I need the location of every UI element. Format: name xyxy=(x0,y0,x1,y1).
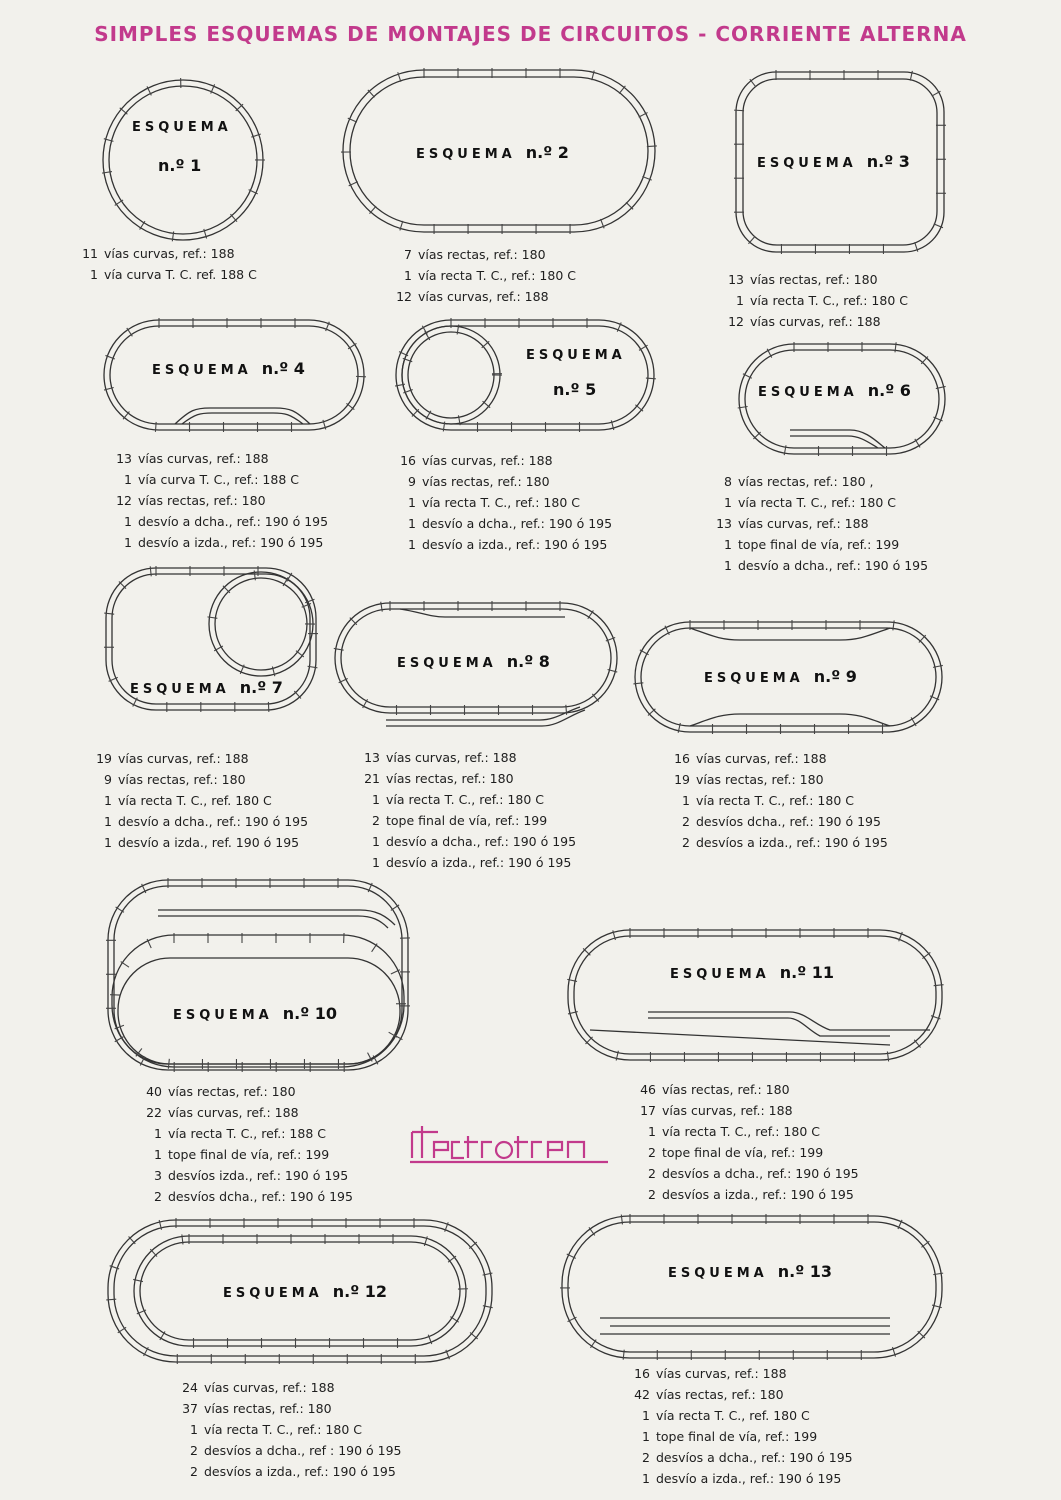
part-item xyxy=(670,790,888,811)
track-tie xyxy=(914,1040,920,1048)
part-desc: vía recta T. C., ref.: 180 C xyxy=(418,268,576,283)
part-qty: 1 xyxy=(104,814,112,829)
part-qty: 2 xyxy=(648,1145,656,1160)
part-desc: desvíos izda., ref.: 190 ó 195 xyxy=(168,1168,349,1183)
part-qty: 2 xyxy=(682,835,690,850)
track-tie xyxy=(350,618,357,625)
part-qty: 1 xyxy=(724,558,732,573)
part-item xyxy=(112,469,328,490)
part-qty: 1 xyxy=(90,267,98,282)
part-desc: vías rectas, ref.: 180 xyxy=(386,771,514,786)
part-item xyxy=(630,1426,853,1447)
part-desc: vías rectas, ref.: 180 xyxy=(418,247,546,262)
part-item xyxy=(670,769,888,790)
track-tie xyxy=(566,705,567,715)
scheme-6-label: ESQUEMA n.º 6 xyxy=(758,381,911,400)
track-tie xyxy=(368,90,375,97)
part-desc: desvíos dcha., ref.: 190 ó 195 xyxy=(696,814,881,829)
part-qty: 1 xyxy=(408,516,416,531)
track-tie xyxy=(412,409,419,416)
part-qty: 7 xyxy=(404,247,412,262)
scheme-4-parts xyxy=(112,448,328,553)
track-tie xyxy=(922,952,930,958)
scheme-1-label-num: n.º 1 xyxy=(158,156,202,175)
track-tie xyxy=(918,1331,925,1338)
scheme-13-label: ESQUEMA n.º 13 xyxy=(668,1262,833,1281)
part-desc: vías curvas, ref.: 188 xyxy=(104,246,235,261)
part-item xyxy=(78,243,257,264)
part-desc: vía recta T. C., ref.: 180 C xyxy=(662,1124,820,1139)
part-qty: 1 xyxy=(372,792,380,807)
part-qty: 12 xyxy=(728,314,744,329)
track-tie xyxy=(483,401,491,407)
part-item xyxy=(178,1419,402,1440)
part-qty: 12 xyxy=(116,493,132,508)
part-qty: 1 xyxy=(724,495,732,510)
scheme-5-label-num: n.º 5 xyxy=(553,380,597,399)
part-item xyxy=(636,1163,859,1184)
part-item xyxy=(670,748,888,769)
part-desc: desvío a dcha., ref.: 190 ó 195 xyxy=(738,558,929,573)
part-item xyxy=(112,448,328,469)
part-qty: 22 xyxy=(146,1105,162,1120)
part-qty: 12 xyxy=(396,289,412,304)
track-tie xyxy=(236,104,243,111)
part-desc: desvío a dcha., ref.: 190 ó 195 xyxy=(138,514,329,529)
part-item xyxy=(142,1123,353,1144)
track-tie xyxy=(647,146,657,147)
part-desc: vías rectas, ref.: 180 , xyxy=(738,474,874,489)
part-desc: vía curva T. C., ref.: 188 C xyxy=(138,472,299,487)
part-qty: 9 xyxy=(104,772,112,787)
part-item xyxy=(392,265,576,286)
part-desc: vías rectas, ref.: 180 xyxy=(118,772,246,787)
part-desc: vía recta T. C., ref.: 180 C xyxy=(422,495,580,510)
part-item xyxy=(396,471,612,492)
part-qty: 1 xyxy=(648,1124,656,1139)
part-desc: vías curvas, ref.: 188 xyxy=(386,750,517,765)
part-item xyxy=(92,790,308,811)
part-item xyxy=(630,1384,853,1405)
scheme-7-parts xyxy=(92,748,308,853)
track-tie xyxy=(106,1299,116,1300)
part-desc: desvío a dcha., ref.: 190 ó 195 xyxy=(386,834,577,849)
part-desc: vías curvas, ref.: 188 xyxy=(696,751,827,766)
part-desc: vía recta T. C., ref. 180 C xyxy=(118,793,272,808)
part-qty: 1 xyxy=(104,793,112,808)
part-qty: 1 xyxy=(642,1471,650,1486)
part-desc: desvío a dcha., ref.: 190 ó 195 xyxy=(422,516,613,531)
track-tie xyxy=(921,356,928,363)
scheme-2-label: ESQUEMA n.º 2 xyxy=(416,143,569,162)
part-desc: tope final de vía, ref.: 199 xyxy=(662,1145,824,1160)
part-qty: 2 xyxy=(642,1450,650,1465)
part-desc: vías rectas, ref.: 180 xyxy=(696,772,824,787)
part-desc: vías curvas, ref.: 188 xyxy=(738,516,869,531)
part-item xyxy=(92,811,308,832)
part-qty: 13 xyxy=(116,451,132,466)
part-desc: desvíos dcha., ref.: 190 ó 195 xyxy=(168,1189,353,1204)
part-item xyxy=(360,747,576,768)
scheme-2-parts xyxy=(392,244,576,307)
part-desc: vías curvas, ref.: 188 xyxy=(656,1366,787,1381)
part-qty: 1 xyxy=(124,472,132,487)
part-desc: desvío a izda., ref.: 190 ó 195 xyxy=(138,535,324,550)
track-tie xyxy=(469,1242,477,1249)
part-qty: 2 xyxy=(372,813,380,828)
part-desc: tope final de vía, ref.: 199 xyxy=(386,813,548,828)
track-tie xyxy=(635,405,643,411)
part-qty: 37 xyxy=(182,1401,198,1416)
part-item xyxy=(712,513,928,534)
track-tie xyxy=(589,1227,595,1235)
part-desc: vías curvas, ref.: 188 xyxy=(204,1380,335,1395)
part-item xyxy=(142,1144,353,1165)
track-tie xyxy=(586,1037,593,1044)
part-item xyxy=(92,748,308,769)
part-item xyxy=(670,811,888,832)
part-desc: vías rectas, ref.: 180 xyxy=(422,474,550,489)
track-tie xyxy=(482,341,490,348)
scheme-3-parts xyxy=(724,269,908,332)
part-qty: 2 xyxy=(648,1166,656,1181)
part-qty: 1 xyxy=(724,537,732,552)
track-tie xyxy=(121,962,129,968)
part-qty: 42 xyxy=(634,1387,650,1402)
scheme-3-label: ESQUEMA n.º 3 xyxy=(757,152,910,171)
scheme-5-parts xyxy=(396,450,612,555)
scheme-11-label: ESQUEMA n.º 11 xyxy=(670,963,835,982)
part-item xyxy=(396,492,612,513)
track-tie xyxy=(372,944,378,952)
part-desc: vías curvas, ref.: 188 xyxy=(168,1105,299,1120)
track-tie xyxy=(619,86,625,94)
part-item xyxy=(142,1165,353,1186)
part-desc: vía recta T. C., ref. 180 C xyxy=(656,1408,810,1423)
part-qty: 3 xyxy=(154,1168,162,1183)
part-desc: vías rectas, ref.: 180 xyxy=(750,272,878,287)
scheme-13-parts xyxy=(630,1363,853,1489)
part-desc: vías curvas, ref.: 188 xyxy=(118,751,249,766)
part-qty: 1 xyxy=(736,293,744,308)
scheme-10-label: ESQUEMA n.º 10 xyxy=(173,1004,338,1023)
part-desc: vías rectas, ref.: 180 xyxy=(656,1387,784,1402)
part-item xyxy=(112,511,328,532)
part-item xyxy=(360,831,576,852)
part-desc: vía recta T. C., ref.: 180 C xyxy=(696,793,854,808)
track-tie xyxy=(748,236,755,243)
part-desc: desvío a izda., ref.: 190 ó 195 xyxy=(422,537,608,552)
scheme-7-label: ESQUEMA n.º 7 xyxy=(130,678,283,697)
track-tie xyxy=(155,422,156,432)
part-item xyxy=(636,1184,859,1205)
part-desc: vía curva T. C. ref. 188 C xyxy=(104,267,257,282)
part-desc: desvío a izda., ref.: 190 ó 195 xyxy=(656,1471,842,1486)
part-qty: 2 xyxy=(190,1443,198,1458)
part-qty: 2 xyxy=(682,814,690,829)
part-qty: 1 xyxy=(408,537,416,552)
part-item xyxy=(78,264,257,285)
part-item xyxy=(712,555,928,576)
scheme-9-label: ESQUEMA n.º 9 xyxy=(704,667,857,686)
part-item xyxy=(396,513,612,534)
part-desc: vías rectas, ref.: 180 xyxy=(168,1084,296,1099)
part-item xyxy=(724,290,908,311)
part-qty: 16 xyxy=(674,751,690,766)
part-desc: desvío a izda., ref.: 190 ó 195 xyxy=(386,855,572,870)
part-desc: desvíos a dcha., ref.: 190 ó 195 xyxy=(656,1450,853,1465)
part-item xyxy=(712,492,928,513)
page-title: SIMPLES ESQUEMAS DE MONTAJES DE CIRCUITOS - CORRIENTE ALTERNA xyxy=(94,22,967,46)
part-qty: 11 xyxy=(82,246,98,261)
scheme-11-parts xyxy=(636,1079,859,1205)
part-item xyxy=(636,1100,859,1121)
track-tie xyxy=(734,110,744,111)
part-qty: 1 xyxy=(408,495,416,510)
track-scheme-10 xyxy=(108,880,408,1070)
part-item xyxy=(636,1079,859,1100)
part-qty: 1 xyxy=(404,268,412,283)
part-desc: vías curvas, ref.: 188 xyxy=(750,314,881,329)
part-desc: vías curvas, ref.: 188 xyxy=(138,451,269,466)
part-desc: tope final de vía, ref.: 199 xyxy=(738,537,900,552)
part-desc: desvío a dcha., ref.: 190 ó 195 xyxy=(118,814,309,829)
scheme-6-parts xyxy=(712,471,928,576)
part-desc: tope final de vía, ref.: 199 xyxy=(168,1147,330,1162)
part-qty: 2 xyxy=(154,1189,162,1204)
track-tie xyxy=(294,691,301,698)
part-item xyxy=(630,1405,853,1426)
track-tie xyxy=(753,432,760,439)
track-scheme-11 xyxy=(568,930,942,1060)
part-item xyxy=(92,769,308,790)
part-desc: vía recta T. C., ref.: 180 C xyxy=(204,1422,362,1437)
track-tie xyxy=(230,214,237,222)
part-desc: vías curvas, ref.: 188 xyxy=(662,1103,793,1118)
brand-logo xyxy=(408,1118,614,1166)
part-desc: vía recta T. C., ref.: 188 C xyxy=(168,1126,326,1141)
part-qty: 9 xyxy=(408,474,416,489)
part-item xyxy=(636,1142,859,1163)
part-desc: vía recta T. C., ref.: 180 C xyxy=(386,792,544,807)
part-item xyxy=(92,832,308,853)
part-desc: vía recta T. C., ref.: 180 C xyxy=(750,293,908,308)
track-tie xyxy=(750,79,756,87)
track-tie xyxy=(648,709,655,716)
part-item xyxy=(712,534,928,555)
part-item xyxy=(360,852,576,873)
part-qty: 13 xyxy=(364,750,380,765)
part-qty: 1 xyxy=(104,835,112,850)
part-qty: 1 xyxy=(124,514,132,529)
part-item xyxy=(630,1363,853,1384)
part-qty: 1 xyxy=(124,535,132,550)
part-item xyxy=(724,311,908,332)
track-tie xyxy=(123,412,129,420)
scheme-4-label: ESQUEMA n.º 4 xyxy=(152,359,305,378)
part-desc: desvíos a dcha., ref.: 190 ó 195 xyxy=(662,1166,859,1181)
part-item xyxy=(142,1186,353,1207)
part-qty: 13 xyxy=(716,516,732,531)
scheme-5-label-word: ESQUEMA xyxy=(526,348,626,363)
part-item xyxy=(396,450,612,471)
track-tie xyxy=(223,586,230,593)
part-desc: vías rectas, ref.: 180 xyxy=(204,1401,332,1416)
part-qty: 2 xyxy=(190,1464,198,1479)
part-qty: 1 xyxy=(372,834,380,849)
track-scheme-13 xyxy=(562,1216,942,1358)
part-desc: tope final de vía, ref.: 199 xyxy=(656,1429,818,1444)
track-tie xyxy=(150,1249,157,1256)
part-item xyxy=(396,534,612,555)
part-desc: vías rectas, ref.: 180 xyxy=(662,1082,790,1097)
part-qty: 13 xyxy=(728,272,744,287)
track-tie xyxy=(369,206,376,214)
part-desc: desvíos a dcha., ref : 190 ó 195 xyxy=(204,1443,402,1458)
part-item xyxy=(670,832,888,853)
part-item xyxy=(112,532,328,553)
part-desc: vía recta T. C., ref.: 180 C xyxy=(738,495,896,510)
part-item xyxy=(636,1121,859,1142)
track-tie xyxy=(296,651,304,657)
part-qty: 21 xyxy=(364,771,380,786)
part-item xyxy=(724,269,908,290)
scheme-8-parts xyxy=(360,747,576,873)
track-tie xyxy=(646,378,656,379)
part-qty: 1 xyxy=(642,1429,650,1444)
track-tie xyxy=(448,1256,456,1262)
track-tie xyxy=(583,948,590,955)
part-qty: 19 xyxy=(96,751,112,766)
scheme-8-label: ESQUEMA n.º 8 xyxy=(397,652,550,671)
part-qty: 19 xyxy=(674,772,690,787)
part-item xyxy=(178,1398,402,1419)
track-tie xyxy=(919,635,926,642)
part-qty: 1 xyxy=(642,1408,650,1423)
part-desc: desvíos a izda., ref.: 190 ó 195 xyxy=(662,1187,854,1202)
scheme-9-parts xyxy=(670,748,888,853)
part-item xyxy=(360,768,576,789)
part-qty: 2 xyxy=(648,1187,656,1202)
part-desc: desvío a izda., ref. 190 ó 195 xyxy=(118,835,300,850)
part-item xyxy=(392,244,576,265)
part-qty: 24 xyxy=(182,1380,198,1395)
part-desc: vías curvas, ref.: 188 xyxy=(418,289,549,304)
track-scheme-5 xyxy=(396,320,654,430)
part-item xyxy=(178,1440,402,1461)
scheme-1-label-word: ESQUEMA xyxy=(132,120,232,135)
part-desc: vías rectas, ref.: 180 xyxy=(138,493,266,508)
part-desc: desvíos a izda., ref.: 190 ó 195 xyxy=(204,1464,396,1479)
track-tie xyxy=(129,1237,136,1244)
part-item xyxy=(142,1081,353,1102)
part-qty: 1 xyxy=(154,1126,162,1141)
part-item xyxy=(142,1102,353,1123)
part-qty: 17 xyxy=(640,1103,656,1118)
part-qty: 40 xyxy=(146,1084,162,1099)
track-tie xyxy=(470,1332,478,1338)
part-qty: 1 xyxy=(372,855,380,870)
track-tie xyxy=(626,202,633,209)
part-qty: 8 xyxy=(724,474,732,489)
scheme-12-parts xyxy=(178,1377,402,1482)
track-tie xyxy=(346,403,354,409)
part-qty: 1 xyxy=(682,793,690,808)
track-tie xyxy=(592,694,598,702)
part-qty: 1 xyxy=(154,1147,162,1162)
part-item xyxy=(360,789,576,810)
part-desc: desvíos a izda., ref.: 190 ó 195 xyxy=(696,835,888,850)
scheme-1-parts xyxy=(78,243,257,285)
scheme-12-label: ESQUEMA n.º 12 xyxy=(223,1282,388,1301)
part-qty: 16 xyxy=(634,1366,650,1381)
part-item xyxy=(712,471,928,492)
track-tie xyxy=(120,108,128,114)
part-item xyxy=(630,1447,853,1468)
scheme-10-parts xyxy=(142,1081,353,1207)
part-qty: 46 xyxy=(640,1082,656,1097)
part-item xyxy=(392,286,576,307)
part-desc: vías curvas, ref.: 188 xyxy=(422,453,553,468)
part-item xyxy=(630,1468,853,1489)
track-tie xyxy=(921,1241,929,1247)
part-qty: 1 xyxy=(190,1422,198,1437)
part-qty: 16 xyxy=(400,453,416,468)
part-item xyxy=(112,490,328,511)
part-item xyxy=(178,1461,402,1482)
track-tie xyxy=(119,582,126,589)
part-item xyxy=(360,810,576,831)
part-item xyxy=(178,1377,402,1398)
